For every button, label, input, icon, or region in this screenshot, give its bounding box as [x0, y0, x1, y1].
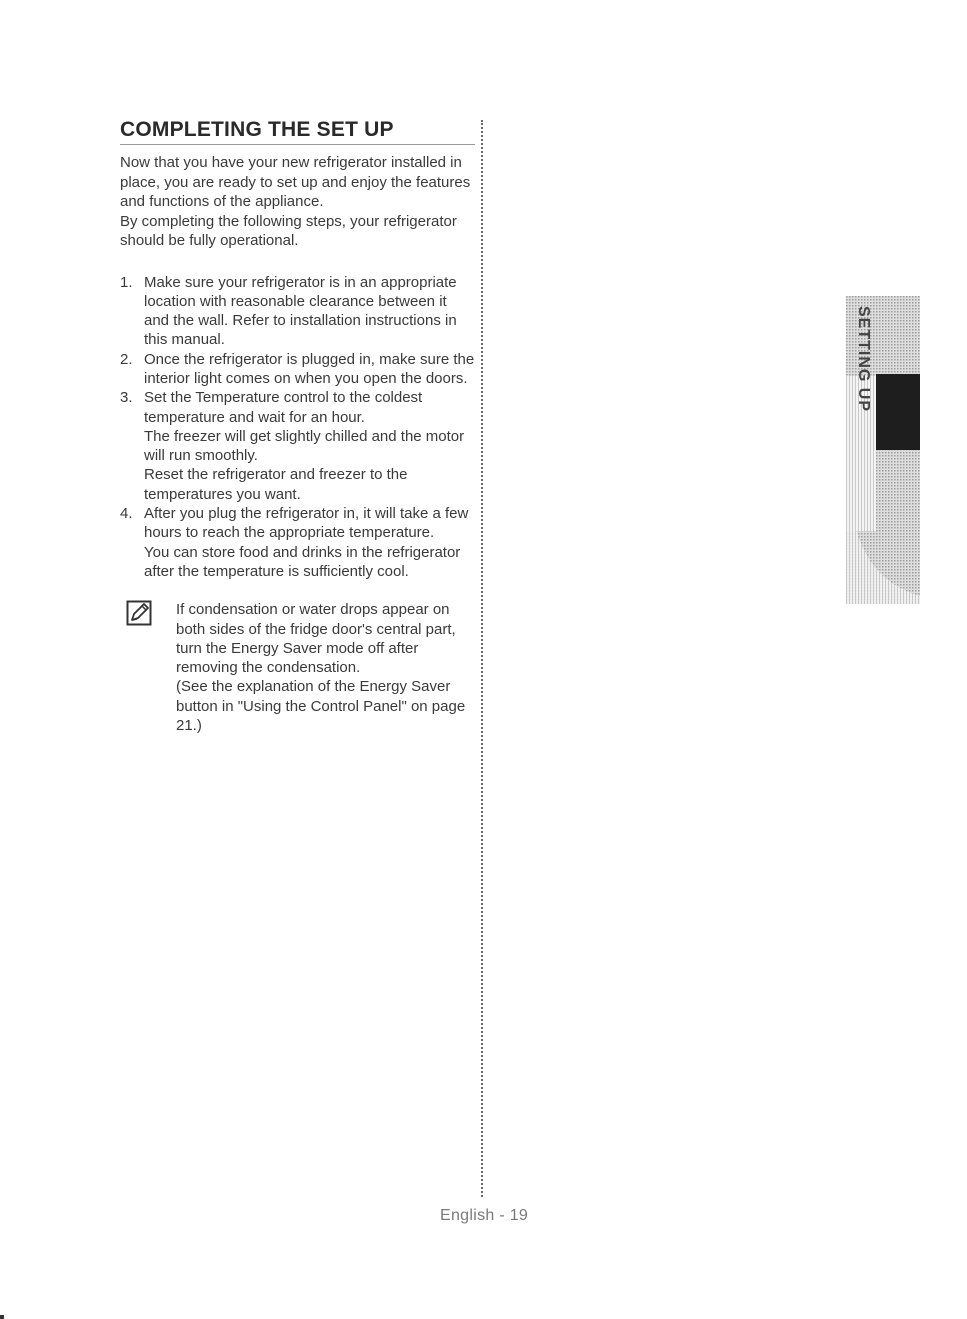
- note-box: [120, 600, 475, 735]
- intro-text: [120, 153, 475, 251]
- step-body: [144, 388, 475, 504]
- step-body: [144, 273, 475, 350]
- step-text: Reset the refrigerator and freezer to the temperatures you want.: [144, 466, 408, 503]
- step-number: 2.: [120, 350, 133, 368]
- step-number: 1.: [120, 273, 133, 291]
- section-title: COMPLETING THE SET UP: [120, 118, 475, 145]
- step-body: [144, 504, 475, 581]
- column-divider: [481, 120, 483, 1197]
- side-tab-label: SETTING UP: [855, 306, 872, 413]
- corner-mark: [0, 1315, 4, 1319]
- step-text: Once the refrigerator is plugged in, make sure the interior light comes on when you open the doors.: [144, 350, 475, 387]
- step-text: After you plug the refrigerator in, it will take a few hours to reach the appropriate temperature.: [144, 505, 469, 542]
- step-item: [120, 504, 475, 581]
- step-text: Make sure your refrigerator is in an appropriate location with reasonable clearance between it and the wall. Refer to installation instructions in this manual.: [144, 273, 457, 349]
- step-number: 4.: [120, 505, 133, 523]
- note-paragraph: If condensation or water drops appear on both sides of the fridge door's central part, turn the Energy Saver mode off after removing the condensation.: [176, 601, 456, 677]
- step-text: Set the Temperature control to the coldest temperature and wait for an hour.: [144, 389, 423, 426]
- note-text: [176, 600, 475, 735]
- content-column: [120, 118, 475, 735]
- step-text: You can store food and drinks in the refrigerator after the temperature is sufficiently cool.: [144, 543, 461, 580]
- step-item: [120, 273, 475, 350]
- note-icon: [126, 600, 152, 626]
- step-body: [144, 350, 475, 389]
- step-text: The freezer will get slightly chilled and the motor will run smoothly.: [144, 427, 465, 465]
- step-item: [120, 388, 475, 504]
- intro-paragraph: By completing the following steps, your refrigerator should be fully operational.: [120, 212, 457, 249]
- note-paragraph: (See the explanation of the Energy Saver button in "Using the Control Panel" on page 21.): [176, 678, 466, 735]
- steps-list: [120, 273, 475, 582]
- page-footer: English - 19: [440, 1207, 529, 1224]
- step-number: 3.: [120, 389, 133, 407]
- step-item: [120, 350, 475, 389]
- intro-paragraph: Now that you have your new refrigerator installed in place, you are ready to set up and enjoy the features and functions of the appliance.: [120, 154, 471, 210]
